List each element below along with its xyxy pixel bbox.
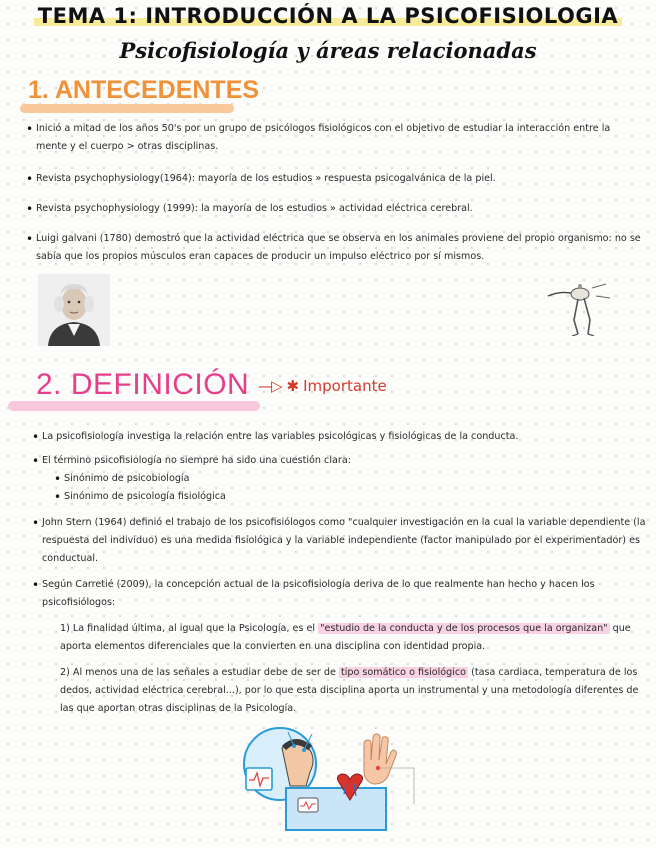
arrow-icon: —▷ <box>258 377 281 395</box>
sub-list-item: • Sinónimo de psicología fisiológica <box>64 488 624 506</box>
star-icon: ✱ <box>286 377 300 395</box>
important-note <box>258 377 387 395</box>
list-item: • Según Carretié (2009), la concepción actual de la psicofisiología deriva de lo que realmente han hecho y hacen los psicofisiólogos: <box>42 576 646 612</box>
section-heading-antecedentes: 1. ANTECEDENTES <box>28 76 260 104</box>
highlighted-text: "estudio de la conducta y de los procesos que la organizan" <box>320 623 608 634</box>
psychophysiology-measurement-illustration <box>238 724 424 834</box>
list-item: • Inició a mitad de los años 50's por un grupo de psicólogos fisiológicos con el objetivo de estudiar la interacción entre la mente y el cuerpo > otras disciplinas. <box>36 120 642 156</box>
list-item: • La psicofisiología investiga la relación entre las variables psicológicas y fisiológicas de la conducta. <box>42 428 642 446</box>
list-item: • John Stern (1964) definió el trabajo de los psicofisiólogos como "cualquier investigación en la cual la variable dependiente (la respuesta del individuo) es una medida fisiológica y la variable independiente (factor manipulado por el experimentador) es conductual. <box>42 514 646 568</box>
list-item: • Revista psychophysiology (1999): la mayoría de los estudios » actividad eléctrica cerebral. <box>36 200 642 218</box>
heading-highlight <box>8 401 260 411</box>
galvani-portrait-image <box>38 274 110 346</box>
frog-leg-experiment-icon <box>544 274 614 336</box>
page-subtitle: Psicofisiología y áreas relacionadas <box>119 38 537 63</box>
highlighted-text: tipo somático o fisiológico <box>340 667 467 678</box>
paragraph-point-1: 1) La finalidad última, al igual que la Psicología, es el "estudio de la conducta y de los procesos que la organizan" que aporta elementos diferenciales que la convierten en una disciplina con identidad propia. <box>60 623 631 652</box>
important-label: Importante <box>303 377 387 395</box>
page-title: TEMA 1: INTRODUCCIÓN A LA PSICOFISIOLOGIA <box>0 4 656 28</box>
section-heading-definicion: 2. DEFINICIÓN <box>36 368 250 401</box>
list-item: • Revista psychophysiology(1964): mayoría de los estudios » respuesta psicogalvánica de la piel. <box>36 170 642 188</box>
list-item: • El término psicofisiología no siempre ha sido una cuestión clara: <box>42 452 642 470</box>
sub-list-item: • Sinónimo de psicobiología <box>64 470 624 488</box>
list-item: • Luigi galvani (1780) demostró que la actividad eléctrica que se observa en los animales proviene del propio organismo: no se sabía que los propios músculos eran capaces de producir un impulso eléctrico por sí mismos. <box>36 230 642 266</box>
heading-highlight <box>20 104 234 113</box>
paragraph-point-2: 2) Al menos una de las señales a estudiar debe de ser de tipo somático o fisiológico (tasa cardiaca, temperatura de los dedos, actividad eléctrica cerebral...), por lo que esta disciplina aporta un instrumental y una metodología diferentes de las que aportan otras disciplinas de la Psicología. <box>60 667 639 714</box>
